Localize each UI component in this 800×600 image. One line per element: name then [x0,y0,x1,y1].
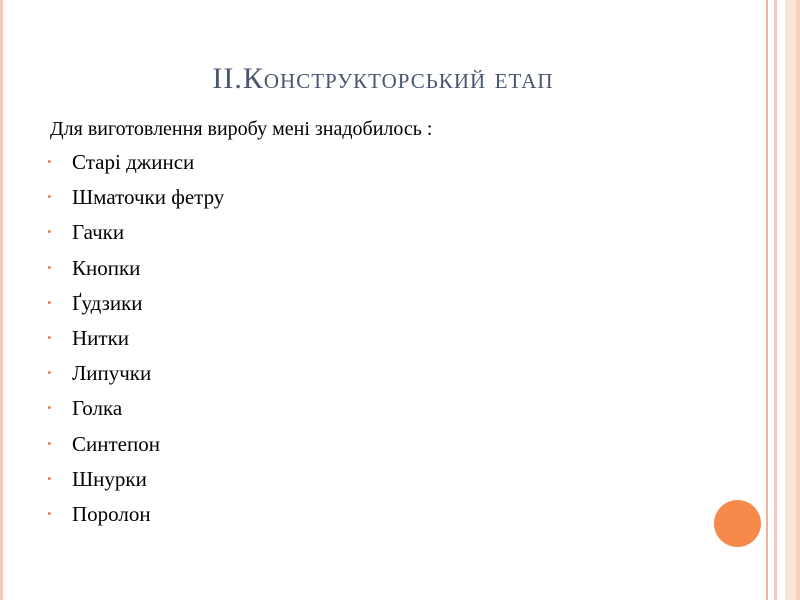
bullet-icon: • [47,365,52,381]
list-item-label: Нитки [72,325,130,350]
list-item-label: Шнурки [72,466,147,491]
bullet-icon: • [47,400,52,416]
list-item-label: Старі джинси [72,150,195,174]
list-item-label: Шматочки фетру [72,185,225,210]
list-item [45,216,224,251]
bullet-icon: • [47,259,52,275]
list-item-label: Синтепон [72,431,160,456]
bullet-icon: • [47,294,52,310]
accent-circle-icon [714,500,761,547]
list-item [45,498,224,533]
intro-text: Для виготовлення виробу мені знадобилось : [50,118,433,140]
slide-title: ІІ.Конструкторський етап [212,62,554,95]
list-item-label: Кнопки [72,255,141,280]
list-item-label: Поролон [72,501,151,526]
right-frame-line [766,0,768,600]
bullet-icon: • [47,224,52,240]
list-item [45,322,224,357]
bullet-icon: • [47,154,52,169]
list-item-label: Гачки [72,220,125,245]
list-item [45,392,224,427]
right-frame-line [774,0,777,600]
list-item-label: Ґудзики [72,290,143,315]
list-item [45,463,224,498]
list-item [45,428,224,463]
list-item [45,181,224,216]
materials-list [45,146,224,533]
bullet-icon: • [47,435,52,451]
bullet-icon: • [47,470,52,486]
bullet-icon: • [47,189,52,205]
right-frame-edge [796,0,800,600]
bullet-icon: • [47,505,52,521]
list-item-label: Голка [72,396,123,421]
list-item [45,252,224,287]
list-item [45,357,224,392]
list-item [45,146,224,181]
list-item [45,287,224,322]
list-item-label: Липучки [72,361,152,386]
bullet-icon: • [47,329,52,345]
